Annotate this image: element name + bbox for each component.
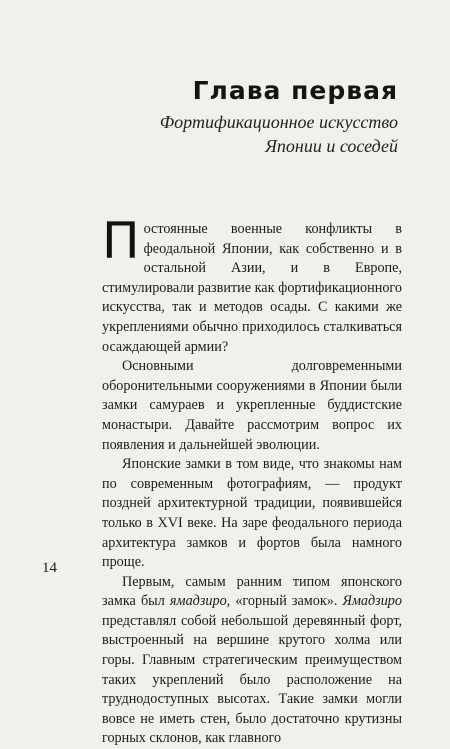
term-yamadziro-2: Ямадзиро bbox=[342, 593, 402, 610]
paragraph-1-text: остоянные военные конфликты в феодальной Японии, как собственно и в остальной Азии, и в Европе, стимулировали развитие как фортификационного искусства, так и методов осады. С какими же укреплениями обычно приходилось сталкиваться осаждающей армии? bbox=[102, 221, 402, 355]
page-number: 14 bbox=[42, 560, 57, 576]
paragraph-3: Японские замки в том виде, что знакомы нам по современным фотографиям, — продукт поздней архитектурной традиции, появившейся только в XVI веке. На заре феодального периода архитектура замков и фортов была намного проще. bbox=[102, 456, 402, 571]
chapter-subtitle bbox=[98, 110, 398, 158]
paragraph-2: Основными долговременными оборонительными сооружениями в Японии были замки самураев и укрепленные буддистские монастыри. Давайте рассмотрим вопрос их появления и дальнейшей эволюции. bbox=[102, 358, 402, 453]
chapter-subtitle-line-2: Японии и соседей bbox=[265, 136, 398, 156]
chapter-title: Глава первая bbox=[192, 76, 398, 105]
drop-cap: П bbox=[102, 212, 140, 270]
term-yamadziro-1: ямадзиро bbox=[169, 593, 227, 610]
paragraph-4-text-b: , «горный замок». bbox=[226, 593, 343, 610]
paragraph-4-text-a: Первым, самым ранним типом японского замка был bbox=[102, 573, 402, 610]
body-text bbox=[102, 212, 402, 749]
paragraph-1 bbox=[102, 212, 402, 357]
paragraph-4-text-c: представлял собой небольшой деревянный форт, выстроенный на вершине крутого холма или горы. Главным стратегическим преимуществом таких укреплений было расположение на труднодоступных высотах. Такие замки могли вовсе не иметь стен, было достаточно крутизны горных склонов, как главного bbox=[102, 612, 402, 747]
chapter-subtitle-line-1: Фортификационное искусство bbox=[159, 112, 398, 132]
paragraph-4 bbox=[102, 573, 402, 749]
